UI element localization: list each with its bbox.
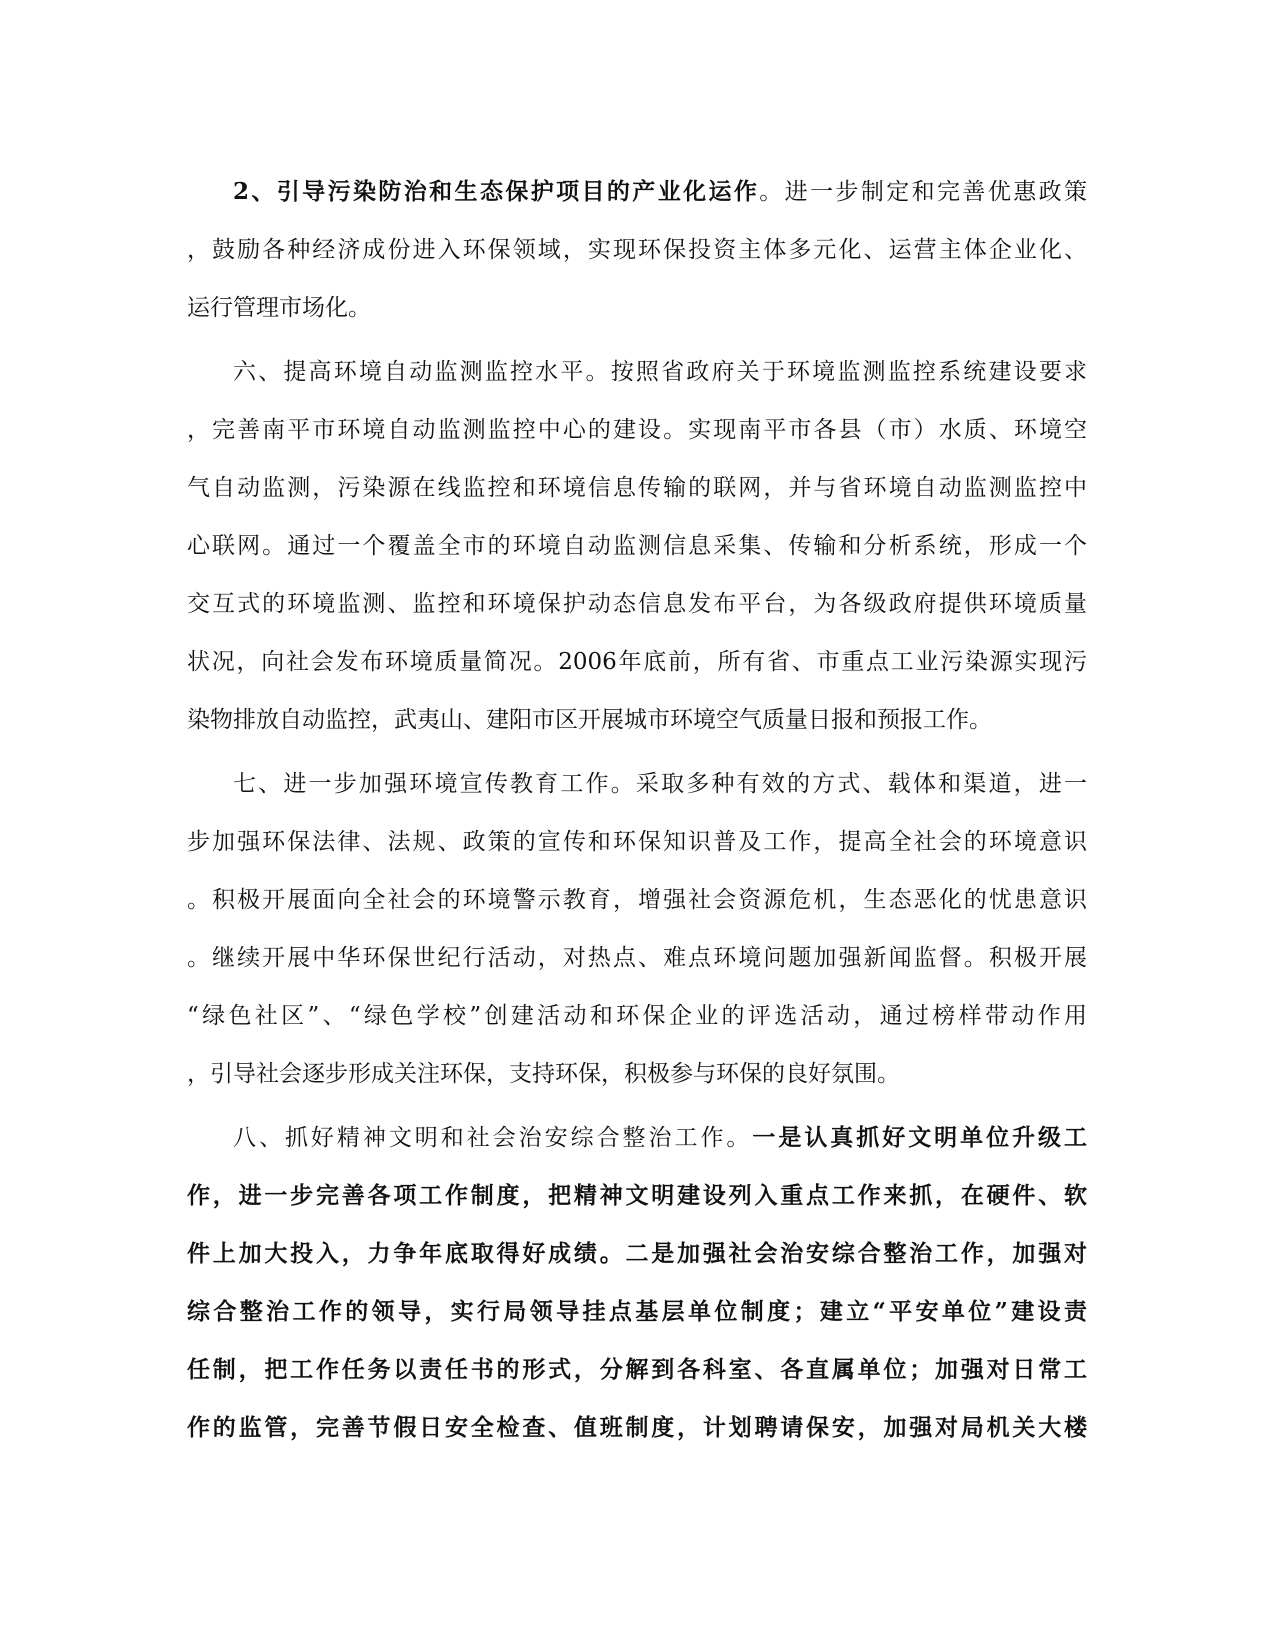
text-run: ，完善南平市环境自动监测监控中心的建设。实现南平市各县（市）水质、环境空 — [187, 417, 1087, 443]
text-line — [187, 1109, 1087, 1167]
document-body — [187, 163, 1087, 1457]
text-run: 心联网。通过一个覆盖全市的环境自动监测信息采集、传输和分析系统，形成一个 — [187, 533, 1087, 559]
text-run: 运行管理市场化。 — [187, 295, 371, 321]
text-run: 。积极开展面向全社会的环境警示教育，增强社会资源危机，生态恶化的忧患意识 — [187, 887, 1087, 913]
text-line — [187, 459, 1087, 517]
text-run: 。进一步制定和完善优惠政策 — [759, 179, 1088, 205]
text-run: 六、提高环境自动监测监控水平。按照省政府关于环境监测监控系统建设要求 — [233, 359, 1087, 385]
text-line — [187, 163, 1087, 221]
bold-text-run: 一是认真抓好文明单位升级工 — [752, 1124, 1087, 1151]
text-run: 步加强环保法律、法规、政策的宣传和环保知识普及工作，提高全社会的环境意识 — [187, 829, 1087, 855]
text-run: 八、抓好精神文明和社会治安综合整治工作。 — [233, 1125, 753, 1151]
text-run: 气自动监测，污染源在线监控和环境信息传输的联网，并与省环境自动监测监控中 — [187, 475, 1087, 501]
paragraph-industrialization — [187, 163, 1087, 337]
bold-text-run: 任制，把工作任务以责任书的形式，分解到各科室、各直属单位；加强对日常工 — [187, 1356, 1087, 1383]
text-run: 七、进一步加强环境宣传教育工作。采取多种有效的方式、载体和渠道，进一 — [233, 771, 1087, 797]
text-line — [187, 929, 1087, 987]
text-line — [187, 575, 1087, 633]
text-line — [187, 1167, 1087, 1225]
text-line — [187, 221, 1087, 279]
text-line — [187, 633, 1087, 691]
text-line — [187, 279, 1087, 337]
text-line — [187, 343, 1087, 401]
text-line — [187, 871, 1087, 929]
text-line — [187, 517, 1087, 575]
text-line — [187, 1341, 1087, 1399]
text-run: 交互式的环境监测、监控和环境保护动态信息发布平台，为各级政府提供环境质量 — [187, 591, 1087, 617]
text-run: “绿色社区”、“绿色学校”创建活动和环保企业的评选活动，通过榜样带动作用 — [187, 1003, 1087, 1029]
bold-text-run: 件上加大投入，力争年底取得好成绩。二是加强社会治安综合整治工作，加强对 — [187, 1240, 1087, 1267]
paragraph-education — [187, 755, 1087, 1103]
paragraph-civilization — [187, 1109, 1087, 1457]
bold-text-run: 作，进一步完善各项工作制度，把精神文明建设列入重点工作来抓，在硬件、软 — [187, 1182, 1087, 1209]
text-run: 状况，向社会发布环境质量简况。2006年底前，所有省、市重点工业污染源实现污 — [187, 649, 1087, 675]
bold-heading-text: 2、引导污染防治和生态保护项目的产业化运作 — [233, 178, 760, 205]
text-line — [187, 987, 1087, 1045]
text-line — [187, 813, 1087, 871]
text-line — [187, 1225, 1087, 1283]
paragraph-monitoring — [187, 343, 1087, 749]
text-line — [187, 691, 1087, 749]
bold-text-run: 作的监管，完善节假日安全检查、值班制度，计划聘请保安，加强对局机关大楼 — [187, 1414, 1087, 1441]
text-run: ，鼓励各种经济成份进入环保领域，实现环保投资主体多元化、运营主体企业化、 — [187, 237, 1087, 263]
text-line — [187, 401, 1087, 459]
text-line — [187, 1283, 1087, 1341]
bold-text-run: 综合整治工作的领导，实行局领导挂点基层单位制度；建立“平安单位”建设责 — [187, 1298, 1087, 1325]
text-line — [187, 1045, 1087, 1103]
text-line — [187, 755, 1087, 813]
text-run: 。继续开展中华环保世纪行活动，对热点、难点环境问题加强新闻监督。积极开展 — [187, 945, 1087, 971]
text-line — [187, 1399, 1087, 1457]
text-run: ，引导社会逐步形成关注环保，支持环保，积极参与环保的良好氛围。 — [187, 1061, 900, 1087]
text-run: 染物排放自动监控，武夷山、建阳市区开展城市环境空气质量日报和预报工作。 — [187, 707, 992, 733]
